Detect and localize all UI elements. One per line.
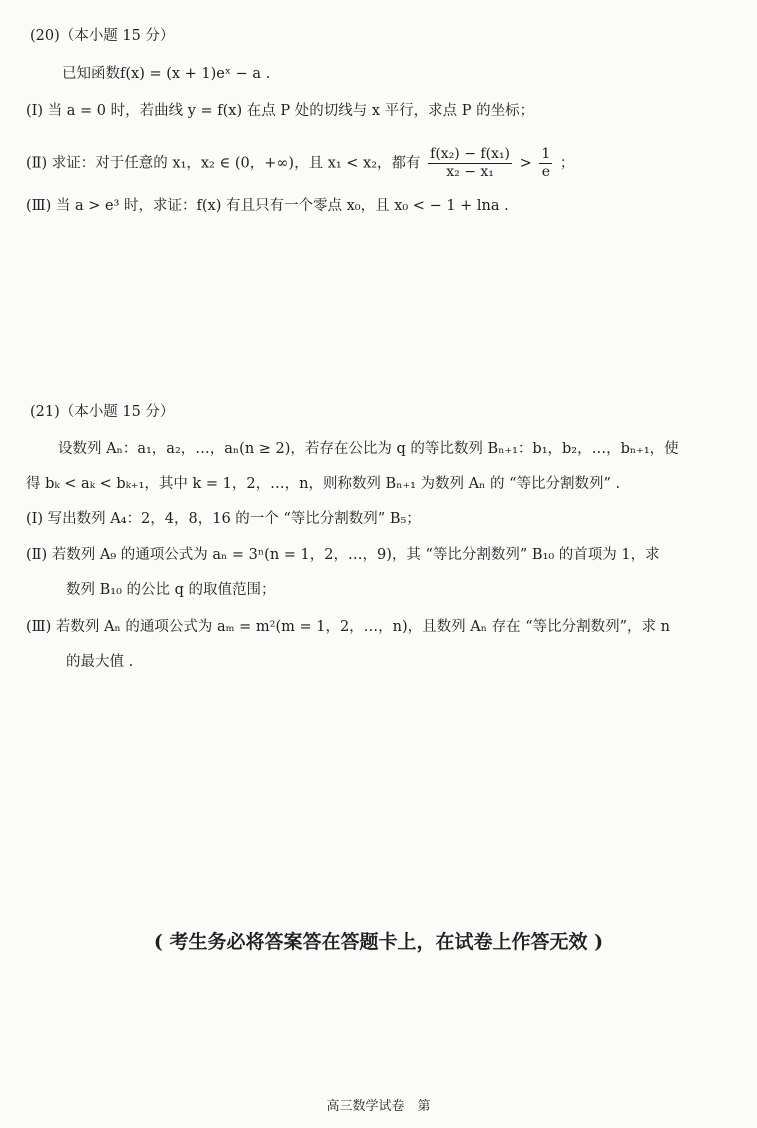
greater-than-sign: > xyxy=(519,155,532,172)
q21-part-2-line-2: 数列 B₁₀ 的公比 q 的取值范围； xyxy=(66,582,276,598)
q20-stem: 已知函数f(x) = (x + 1)eˣ − a . xyxy=(62,66,271,82)
q20-part-1: (Ⅰ) 当 a = 0 时，若曲线 y = f(x) 在点 P 处的切线与 x 平行，求点 P 的坐标； xyxy=(26,103,535,119)
page-footer: 高三数学试卷 第 xyxy=(326,1099,431,1114)
rhs-denominator: e xyxy=(541,164,550,180)
q21-part-3-line-1: (Ⅲ) 若数列 Aₙ 的通项公式为 aₘ = m²(m = 1，2，…，n)，且数列 Aₙ 存在 “等比分割数列”，求 n xyxy=(26,619,671,635)
q21-stem-line-1: 设数列 Aₙ：a₁，a₂，…，aₙ(n ≥ 2)，若存在公比为 q 的等比数列 Bₙ₊₁：b₁，b₂，…，bₙ₊₁，使 xyxy=(58,441,679,457)
fraction-denominator: x₂ − x₁ xyxy=(446,164,494,180)
q20-part-2-text: (Ⅱ) 求证：对于任意的 x₁，x₂ ∈ (0，+∞)，且 x₁ < x₂，都有 xyxy=(26,155,421,172)
fraction-numerator: f(x₂) − f(x₁) xyxy=(430,146,511,162)
rhs-numerator: 1 xyxy=(541,146,551,162)
one-over-e-fraction xyxy=(539,146,552,181)
q20-header: (20)（本小题 15 分） xyxy=(30,28,175,44)
part-2-end-punct: ； xyxy=(559,155,575,172)
q21-stem-line-2: 得 bₖ < aₖ < bₖ₊₁，其中 k = 1，2，…，n，则称数列 Bₙ₊₁ 为数列 Aₙ 的 “等比分割数列” . xyxy=(26,476,621,492)
q20-part-2 xyxy=(26,146,574,181)
q20-part-3: (Ⅲ) 当 a > e³ 时，求证：f(x) 有且只有一个零点 x₀，且 x₀ < − 1 + lna . xyxy=(26,198,509,214)
difference-quotient-fraction xyxy=(428,146,512,181)
q21-part-3-line-2: 的最大值 . xyxy=(66,654,134,670)
q21-part-1: (Ⅰ) 写出数列 A₄：2，4，8，16 的一个 “等比分割数列” B₅； xyxy=(26,511,421,527)
q21-header: (21)（本小题 15 分） xyxy=(30,404,175,420)
q21-part-2-line-1: (Ⅱ) 若数列 A₉ 的通项公式为 aₙ = 3ⁿ(n = 1，2，…，9)，其 “等比分割数列” B₁₀ 的首项为 1，求 xyxy=(26,547,660,563)
answer-sheet-notice: ( 考生务必将答案答在答题卡上，在试卷上作答无效 ) xyxy=(153,931,604,953)
